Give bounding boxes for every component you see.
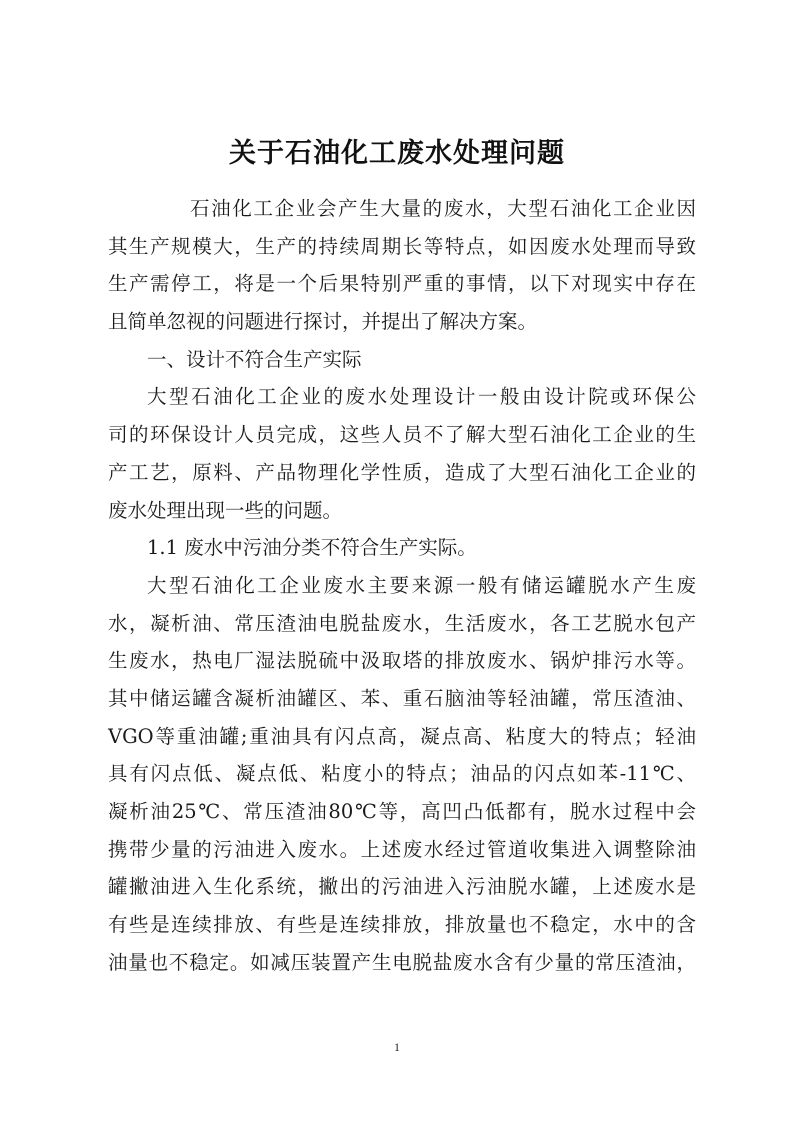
section-heading: 一、设计不符合生产实际	[147, 347, 362, 371]
page-number: 1	[394, 1040, 400, 1054]
paragraph-line: 具有闪点低、凝点低、粘度小的特点；油品的闪点如苯-11℃、	[108, 762, 696, 786]
paragraph-line: 油量也不稳定。如减压装置产生电脱盐废水含有少量的常压渣油，	[108, 950, 696, 974]
paragraph-line: 携带少量的污油进入废水。上述废水经过管道收集进入调整除油	[108, 837, 696, 861]
paragraph-line: VGO等重油罐;重油具有闪点高，凝点高、粘度大的特点；轻油	[108, 724, 696, 748]
paragraph-line: 生产需停工，将是一个后果特别严重的事情，以下对现实中存在	[108, 272, 696, 296]
paragraph-line: 凝析油25℃、常压渣油80℃等，高凹凸低都有，脱水过程中会	[108, 800, 696, 823]
paragraph-line: 大型石油化工企业废水主要来源一般有储运罐脱水产生废	[147, 573, 696, 597]
document-title: 关于石油化工废水处理问题	[229, 138, 565, 169]
document-body	[108, 190, 696, 981]
paragraph-line: 水，凝析油、常压渣油电脱盐废水，生活废水，各工艺脱水包产	[108, 611, 696, 635]
subsection-heading: 1.1 废水中污油分类不符合生产实际。	[147, 536, 477, 560]
paragraph-line: 有些是连续排放、有些是连续排放，排放量也不稳定，水中的含	[108, 913, 696, 937]
paragraph-line: 产工艺，原料、产品物理化学性质，造成了大型石油化工企业的	[108, 460, 696, 484]
paragraph-line: 大型石油化工企业的废水处理设计一般由设计院或环保公	[147, 385, 696, 409]
paragraph-line: 其生产规模大，生产的持续周期长等特点，如因废水处理而导致	[108, 234, 696, 258]
paragraph-line: 石油化工企业会产生大量的废水，大型石油化工企业因	[190, 197, 696, 220]
paragraph-line: 司的环保设计人员完成，这些人员不了解大型石油化工企业的生	[108, 423, 696, 447]
paragraph-line: 其中储运罐含凝析油罐区、苯、重石脑油等轻油罐，常压渣油、	[108, 686, 696, 710]
paragraph-line: 罐撇油进入生化系统，撇出的污油进入污油脱水罐，上述废水是	[108, 875, 696, 899]
paragraph-line: 且简单忽视的问题进行探讨，并提出了解决方案。	[108, 310, 538, 334]
paragraph-line: 生废水，热电厂湿法脱硫中汲取塔的排放废水、锅炉排污水等。	[108, 649, 696, 673]
paragraph-line: 废水处理出现一些的问题。	[108, 498, 343, 522]
